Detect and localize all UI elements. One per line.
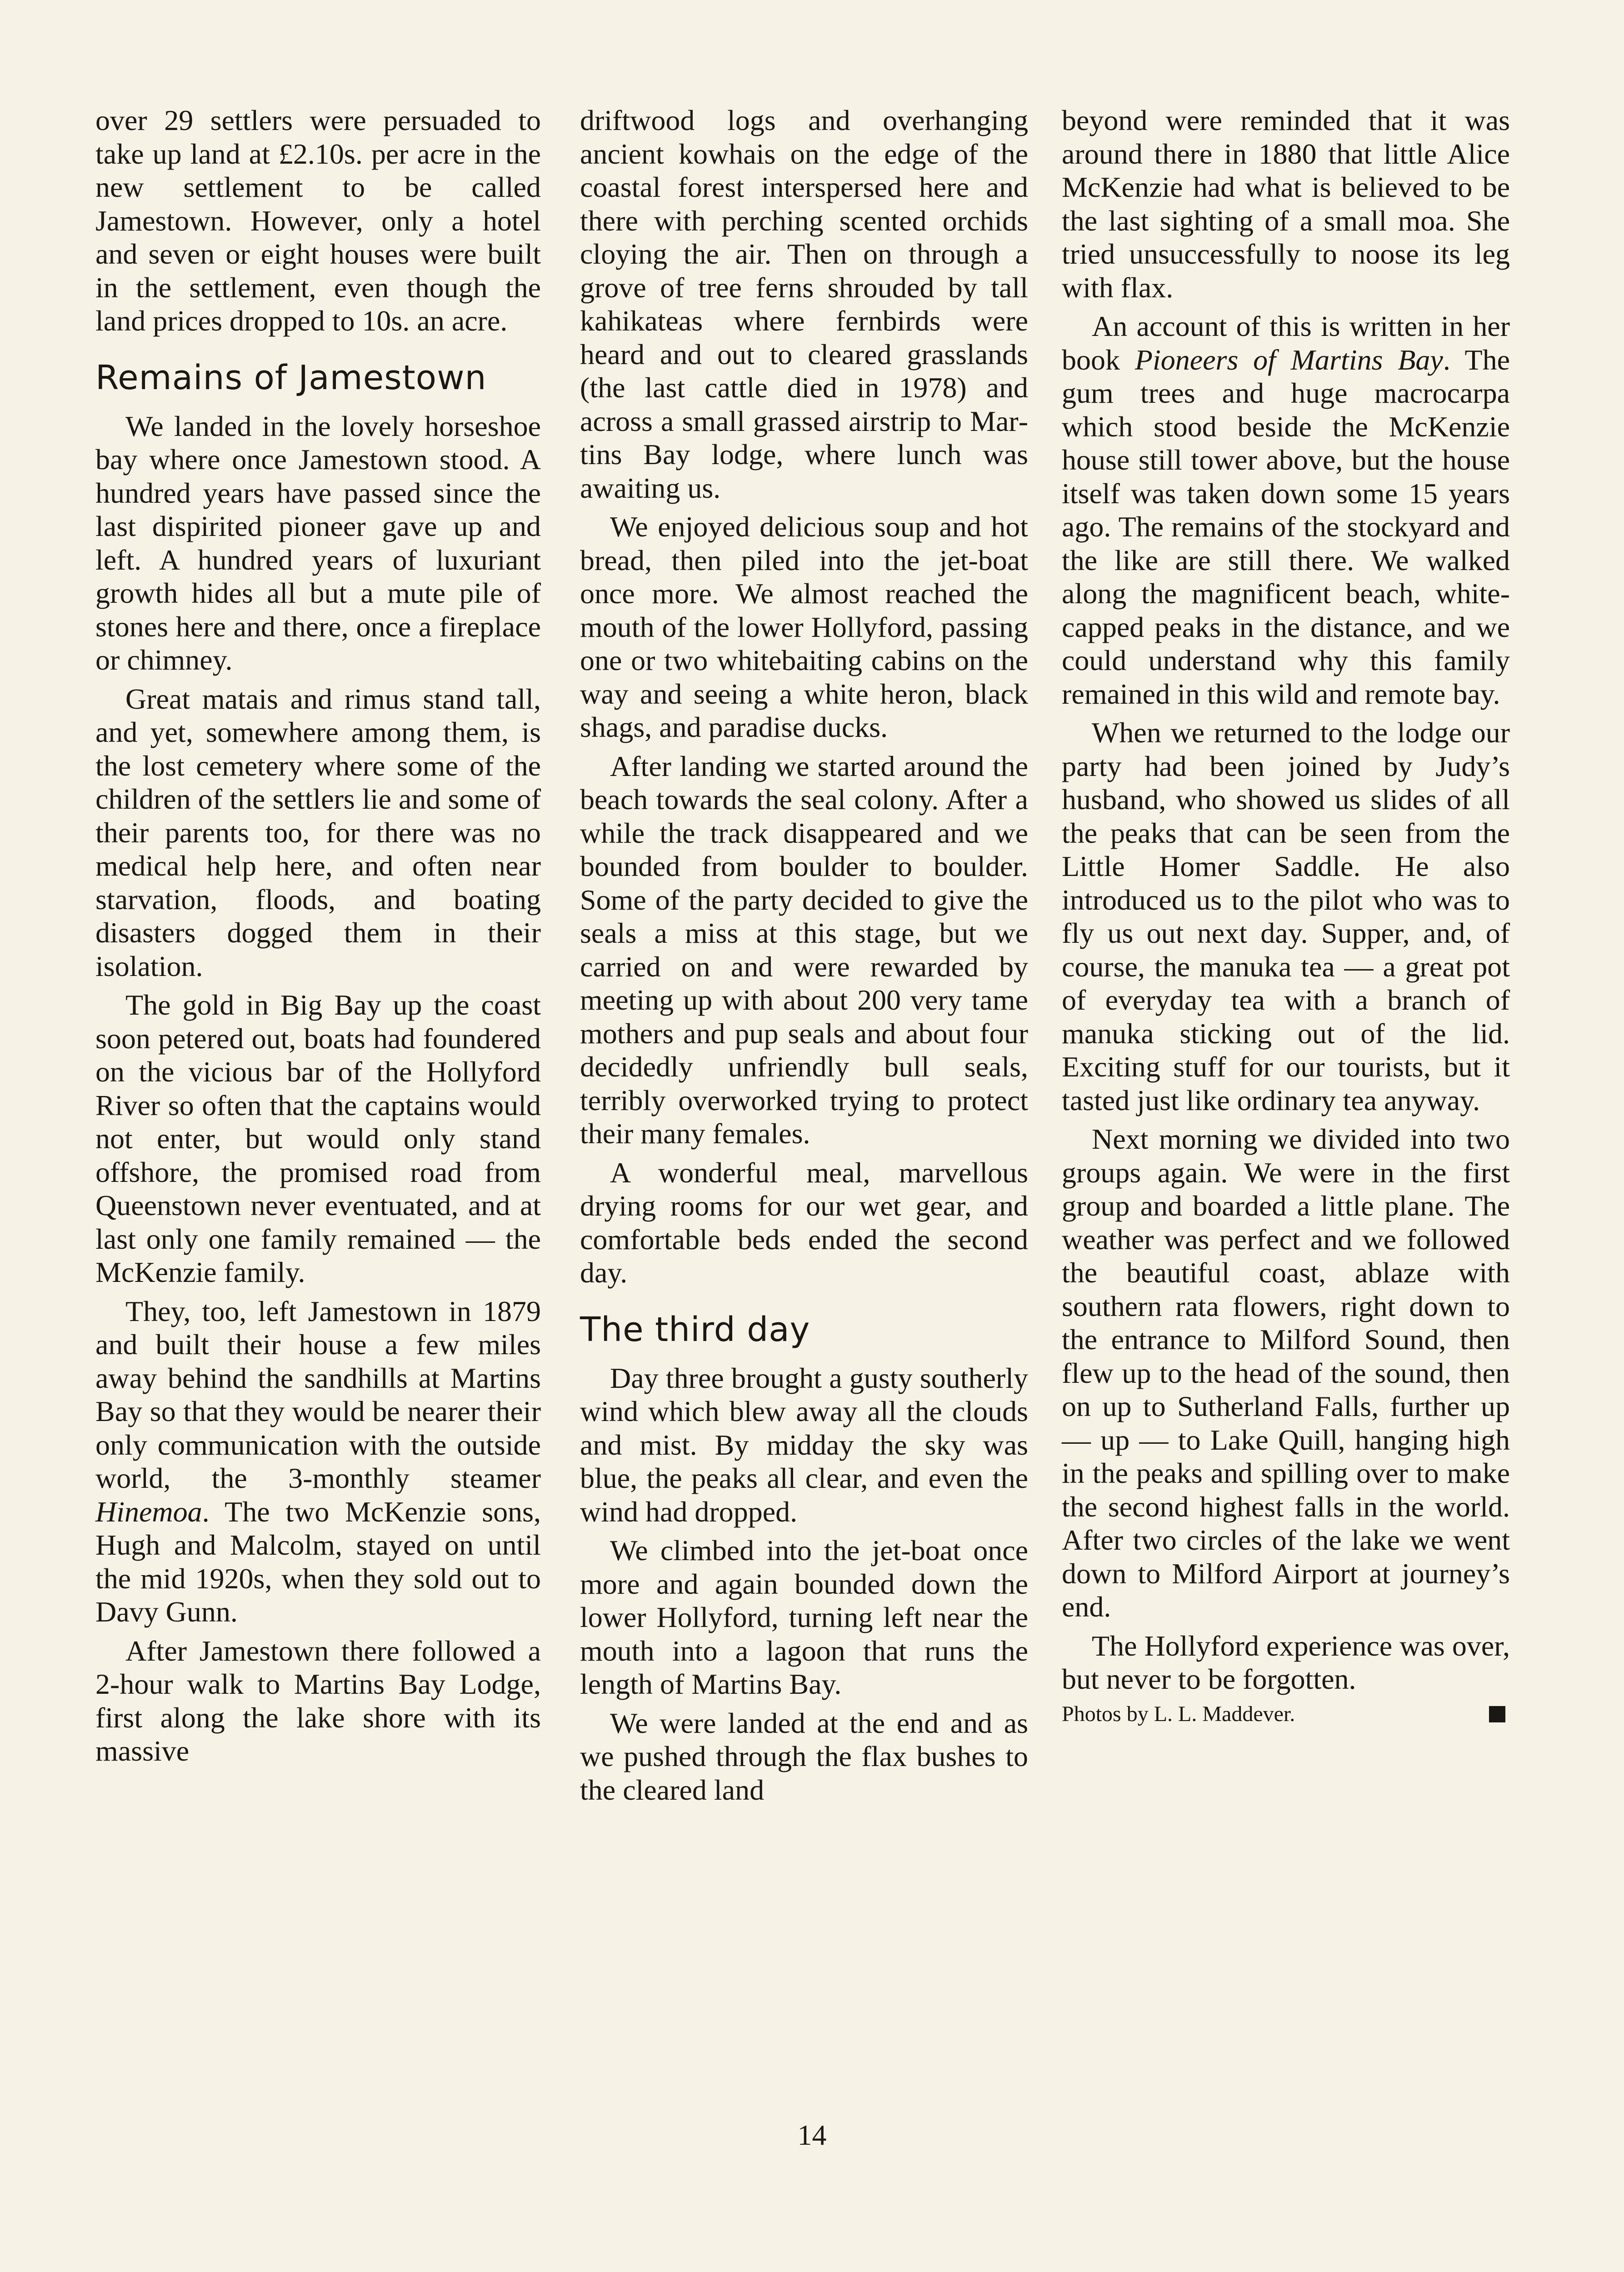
paragraph: The gold in Big Bay up the coast soon petered out, boats had foundered on the vicious bar of the Hollyford River so often that the captains would not enter, but would only stand offshore, the promised road from Queenstown never eventuated, and at last only one family remained — the McKenzie family. [95,989,541,1288]
paragraph: When we returned to the lodge our party had been joined by Judy’s husband, who showed us slides of all the peaks that can be seen from the Little Homer Saddle. He also introduced us to the pilot who was to fly us out next day. Supper, and, of course, the manuka tea — a great pot of everyday tea with a branch of manuka sticking out of the lid. Exciting stuff for our tourists, but it tasted just like ordinary tea anyway. [1062,716,1510,1116]
paragraph: We landed in the lovely horseshoe bay where once Jamestown stood. A hundred years have passed since the last dispirited pioneer gave up and left. A hundred years of luxuriant growth hides all but a mute pile of stones here and there, once a fireplace or chimney. [95,410,541,676]
article-column-2 [580,104,1028,1807]
page-number: 14 [797,2119,827,2151]
paragraph-text: They, too, left Jamestown in 1879 and built their house a few miles away behind the sandhills at Martins Bay so that they would be nearer their only communication with the outside world, the 3-monthly steamer [95,1295,541,1494]
paragraph: Next morning we divided into two groups again. We were in the first group and boarded a little plane. The weather was perfect and we followed the beautiful coast, ablaze with southern rata flowers, right down to the entrance to Milford Sound, then flew up to the head of the sound, then on up to Sutherland Falls, further up — up — to Lake Quill, hanging high in the peaks and spilling over to make the second highest falls in the world. After two circles of the lake we went down to Milford Airport at journey’s end. [1062,1123,1510,1623]
paragraph: Great matais and rimus stand tall, and yet, somewhere among them, is the lost cemetery where some of the children of the settlers lie and some of their parents too, for there was no medical help here, and often near starvation, floods, and boating disasters dogged them in their isolation. [95,682,541,982]
paragraph: beyond were reminded that it was around there in 1880 that little Alice McKenzie had what is believed to be the last sighting of a small moa. She tried unsuccessfully to noose its leg with flax. [1062,104,1510,304]
section-heading-the-third-day: The third day [580,1310,810,1349]
ship-name: Hinemoa [95,1495,202,1528]
end-of-article-square-icon [1489,1706,1505,1722]
paragraph: Day three brought a gusty southerly wind which blew away all the clouds and mist. By midday the sky was blue, the peaks all clear, and even the wind had dropped. [580,1361,1028,1528]
paragraph: over 29 settlers were persuaded to take up land at £2.10s. per acre in the new settlement to be called Jamestown. However, only a hotel and seven or eight houses were built in the settlement, even though the land prices dropped to 10s. an acre. [95,104,541,337]
paragraph: driftwood logs and overhanging ancient kowhais on the edge of the coastal forest interspersed here and there with perching scented orchids cloying the air. Then on through a grove of tree ferns shrouded by tall kahikateas where fernbirds were heard and out to cleared grasslands (the last cattle died in 1978) and across a small grassed airstrip to Martins Bay lodge, where lunch was awaiting us. [580,104,1028,504]
paragraph: The Hollyford experience was over, but never to be forgotten. [1062,1629,1510,1695]
paragraph: We enjoyed delicious soup and hot bread, then piled into the jet-boat once more. We almost reached the mouth of the lower Hollyford, passing one or two whitebaiting cabins on the way and seeing a white heron, black shags, and paradise ducks. [580,510,1028,743]
paragraph: A wonderful meal, marvellous drying rooms for our wet gear, and comfortable beds ended the second day. [580,1156,1028,1289]
paragraph [95,1295,541,1629]
section-heading-remains-of-jamestown: Remains of Jamestown [95,358,487,397]
paragraph: After landing we started around the beach towards the seal colony. After a while the track disappeared and we bounded from boulder to boulder. Some of the party decided to give the seals a miss at this stage, but we carried on and were rewarded by meeting up with about 200 very tame mothers and pup seals and about four decidedly unfriendly bull seals, terribly overworked trying to protect their many females. [580,750,1028,1150]
paragraph: After Jamestown there followed a 2-hour walk to Martins Bay Lodge, first along the lake shore with its massive [95,1634,541,1767]
article-column-1 [95,104,541,1768]
paragraph-text: . The gum trees and huge macrocarpa which stood beside the McKenzie house still tower above, but the house itself was taken down some 15 years ago. The remains of the stockyard and the like are still there. We walked along the magnificent beach, white-capped peaks in the distance, and we could understand why this family remained in this wild and remote bay. [1062,343,1510,710]
book-title: Pioneers of Martins Bay [1134,343,1443,376]
paragraph: We climbed into the jet-boat once more and again bounded down the lower Hollyford, turning left near the mouth into a lagoon that runs the length of Martins Bay. [580,1534,1028,1700]
article-column-3 [1062,104,1510,1728]
photo-credit-line [1062,1701,1510,1728]
photo-credit: Photos by L. L. Maddever. [1062,1701,1295,1726]
paragraph-text: . The two McKenzie sons, Hugh and Malcolm, stayed on until the mid 1920s, when they sold out to Davy Gunn. [95,1495,541,1628]
paragraph: We were landed at the end and as we pushed through the flax bushes to the cleared land [580,1707,1028,1806]
paragraph-text: An account of this is written in her book [1062,310,1510,376]
paragraph [1062,310,1510,711]
